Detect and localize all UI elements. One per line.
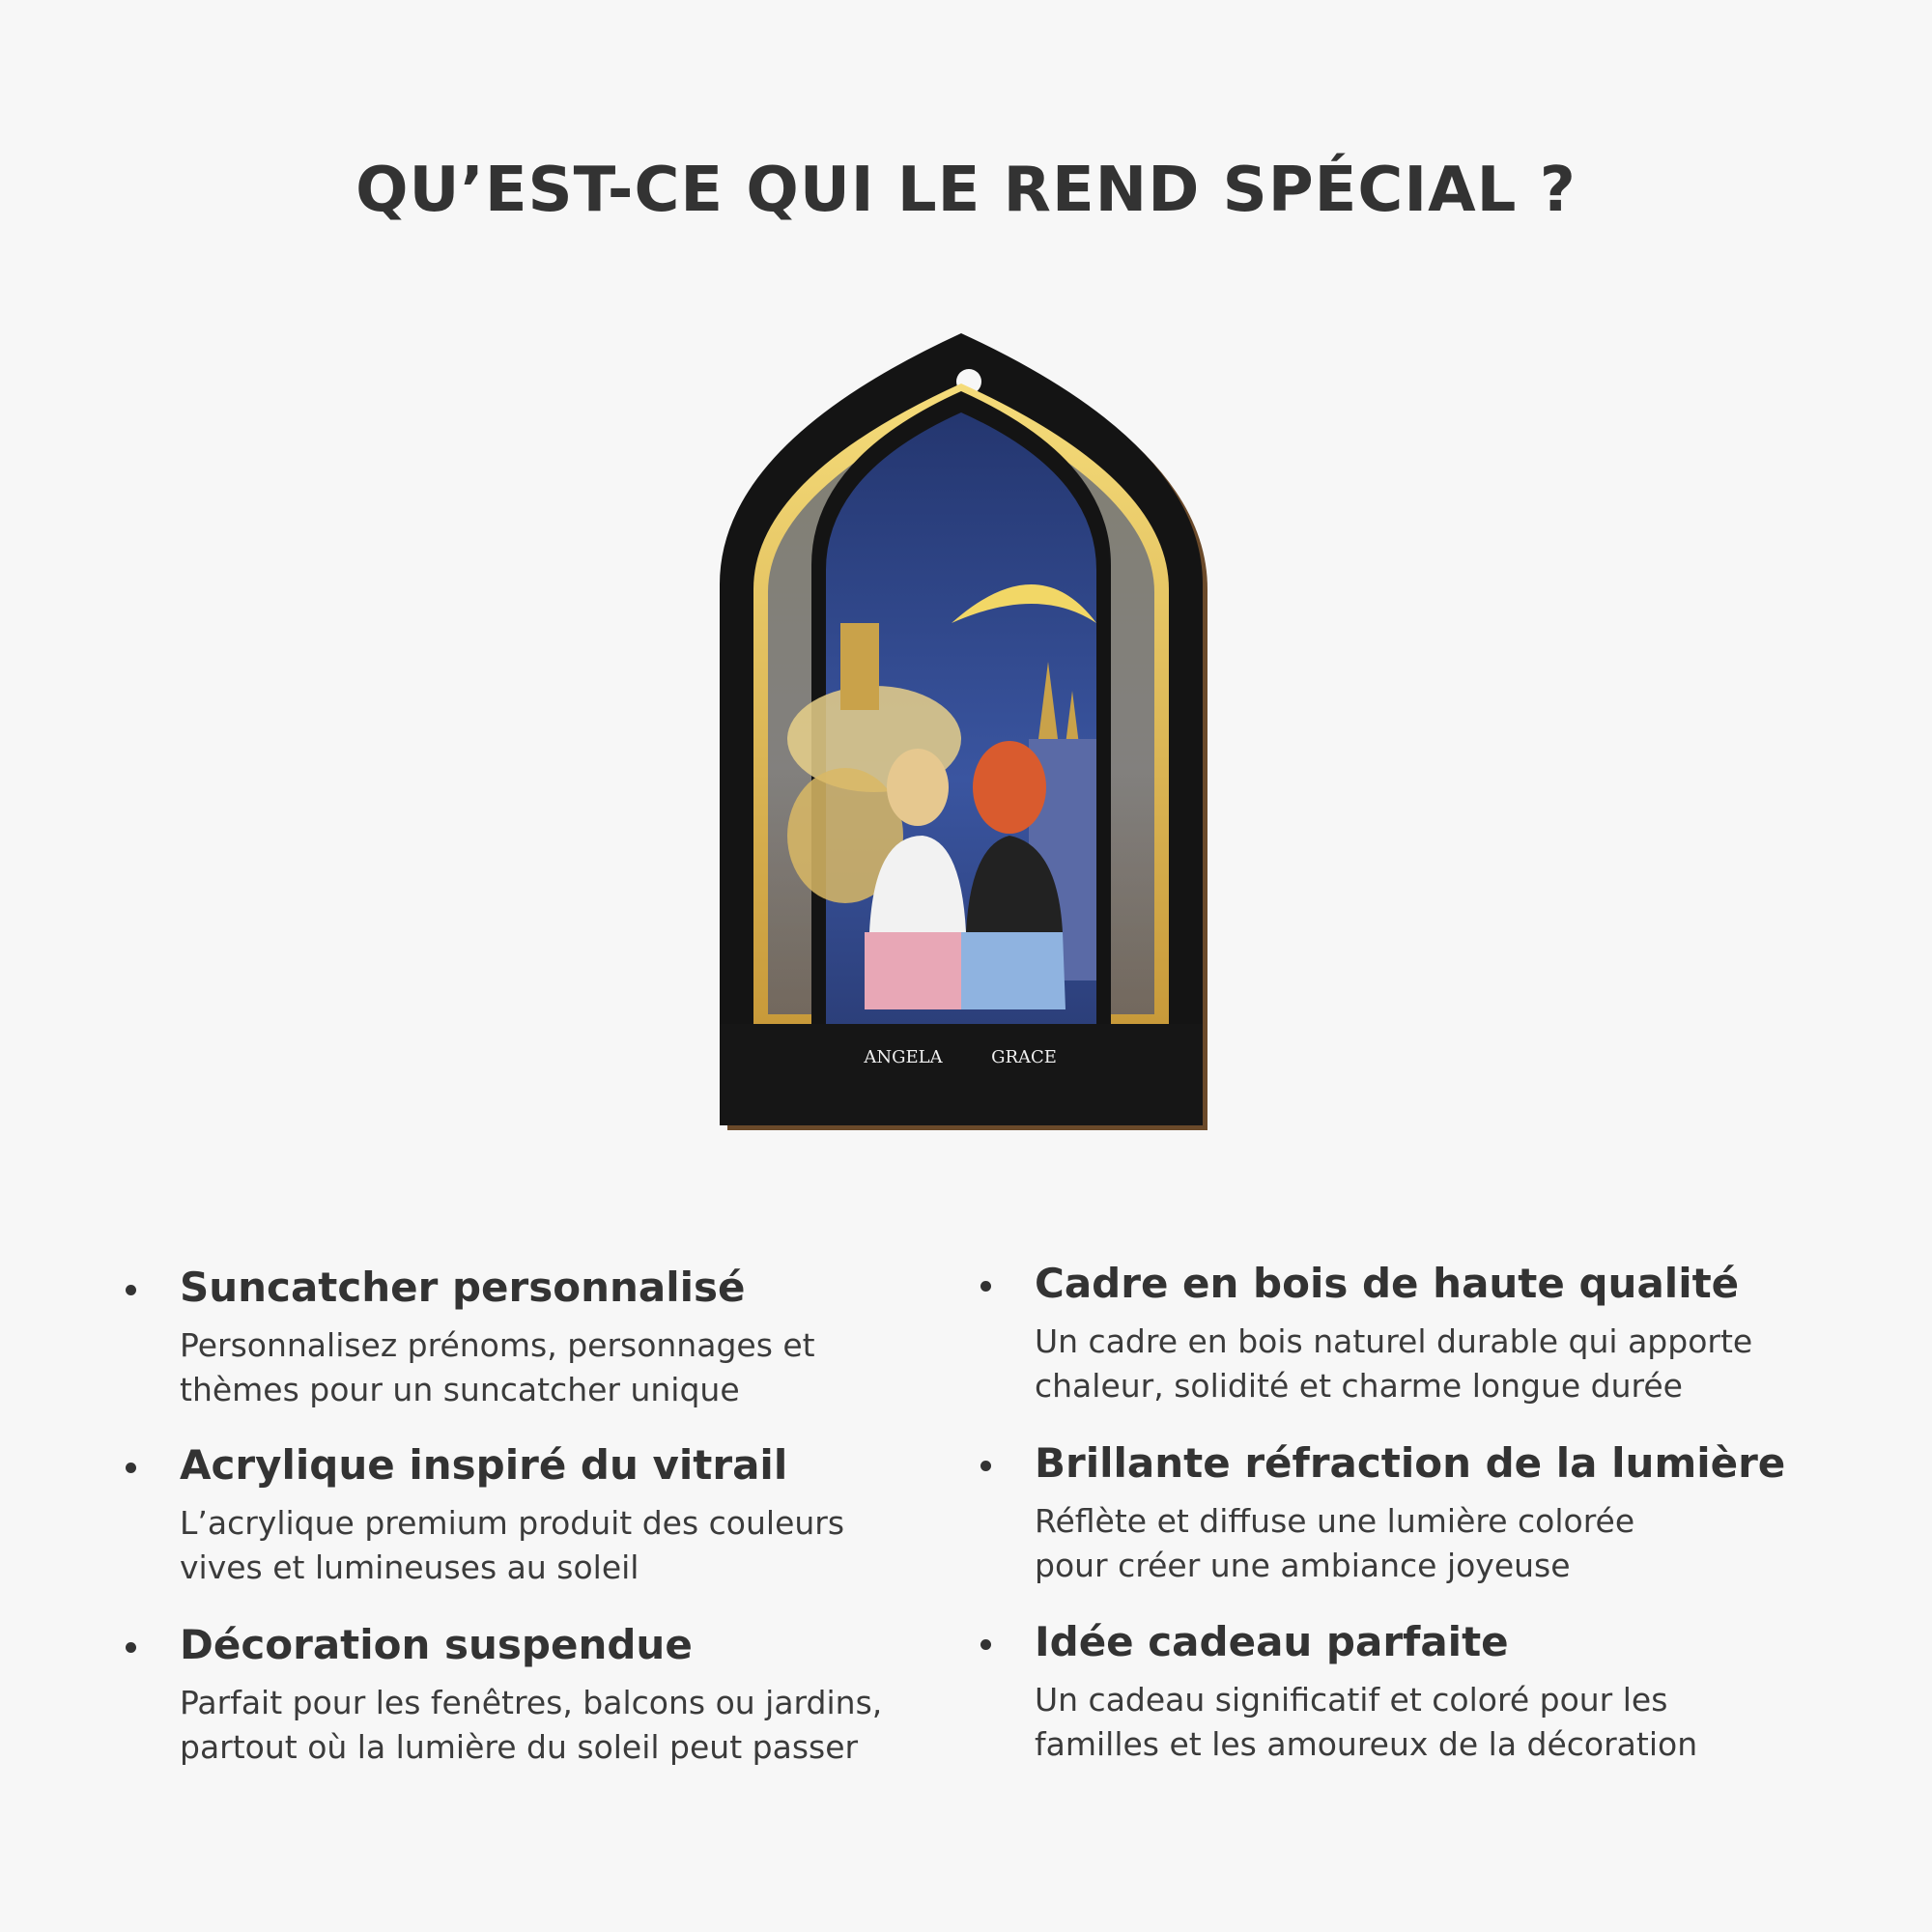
feature-description: Personnalisez prénoms, personnages et thèmes pour un suncatcher unique: [180, 1326, 815, 1408]
feature-title: Acrylique inspiré du vitrail: [180, 1441, 788, 1489]
product-image: [720, 333, 1222, 1135]
bullet-icon: [126, 1642, 136, 1653]
stained-glass-suncatcher-image: [720, 333, 1222, 1135]
bullet-icon: [126, 1285, 136, 1295]
name-label-2: GRACE: [991, 1047, 1057, 1067]
feature-title: Idée cadeau parfaite: [1035, 1618, 1509, 1665]
feature-title: Cadre en bois de haute qualité: [1035, 1260, 1740, 1307]
feature-title: Suncatcher personnalisé: [180, 1264, 746, 1311]
feature-description: Parfait pour les fenêtres, balcons ou jardins, partout où la lumière du soleil peut passer: [180, 1684, 883, 1766]
feature-title: Brillante réfraction de la lumière: [1035, 1439, 1786, 1487]
name-label-1: ANGELA: [864, 1047, 943, 1067]
bullet-icon: [126, 1463, 136, 1473]
feature-description: Réflète et diffuse une lumière colorée pour créer une ambiance joyeuse: [1035, 1502, 1635, 1584]
page-title: QU’EST-CE QUI LE REND SPÉCIAL ?: [355, 155, 1577, 226]
bullet-icon: [980, 1461, 991, 1471]
bullet-icon: [980, 1281, 991, 1292]
feature-description: Un cadre en bois naturel durable qui apporte chaleur, solidité et charme longue durée: [1035, 1322, 1753, 1405]
feature-description: L’acrylique premium produit des couleurs vives et lumineuses au soleil: [180, 1504, 845, 1586]
feature-title: Décoration suspendue: [180, 1621, 693, 1668]
bullet-icon: [980, 1639, 991, 1650]
feature-description: Un cadeau significatif et coloré pour les familles et les amoureux de la décoration: [1035, 1681, 1698, 1763]
